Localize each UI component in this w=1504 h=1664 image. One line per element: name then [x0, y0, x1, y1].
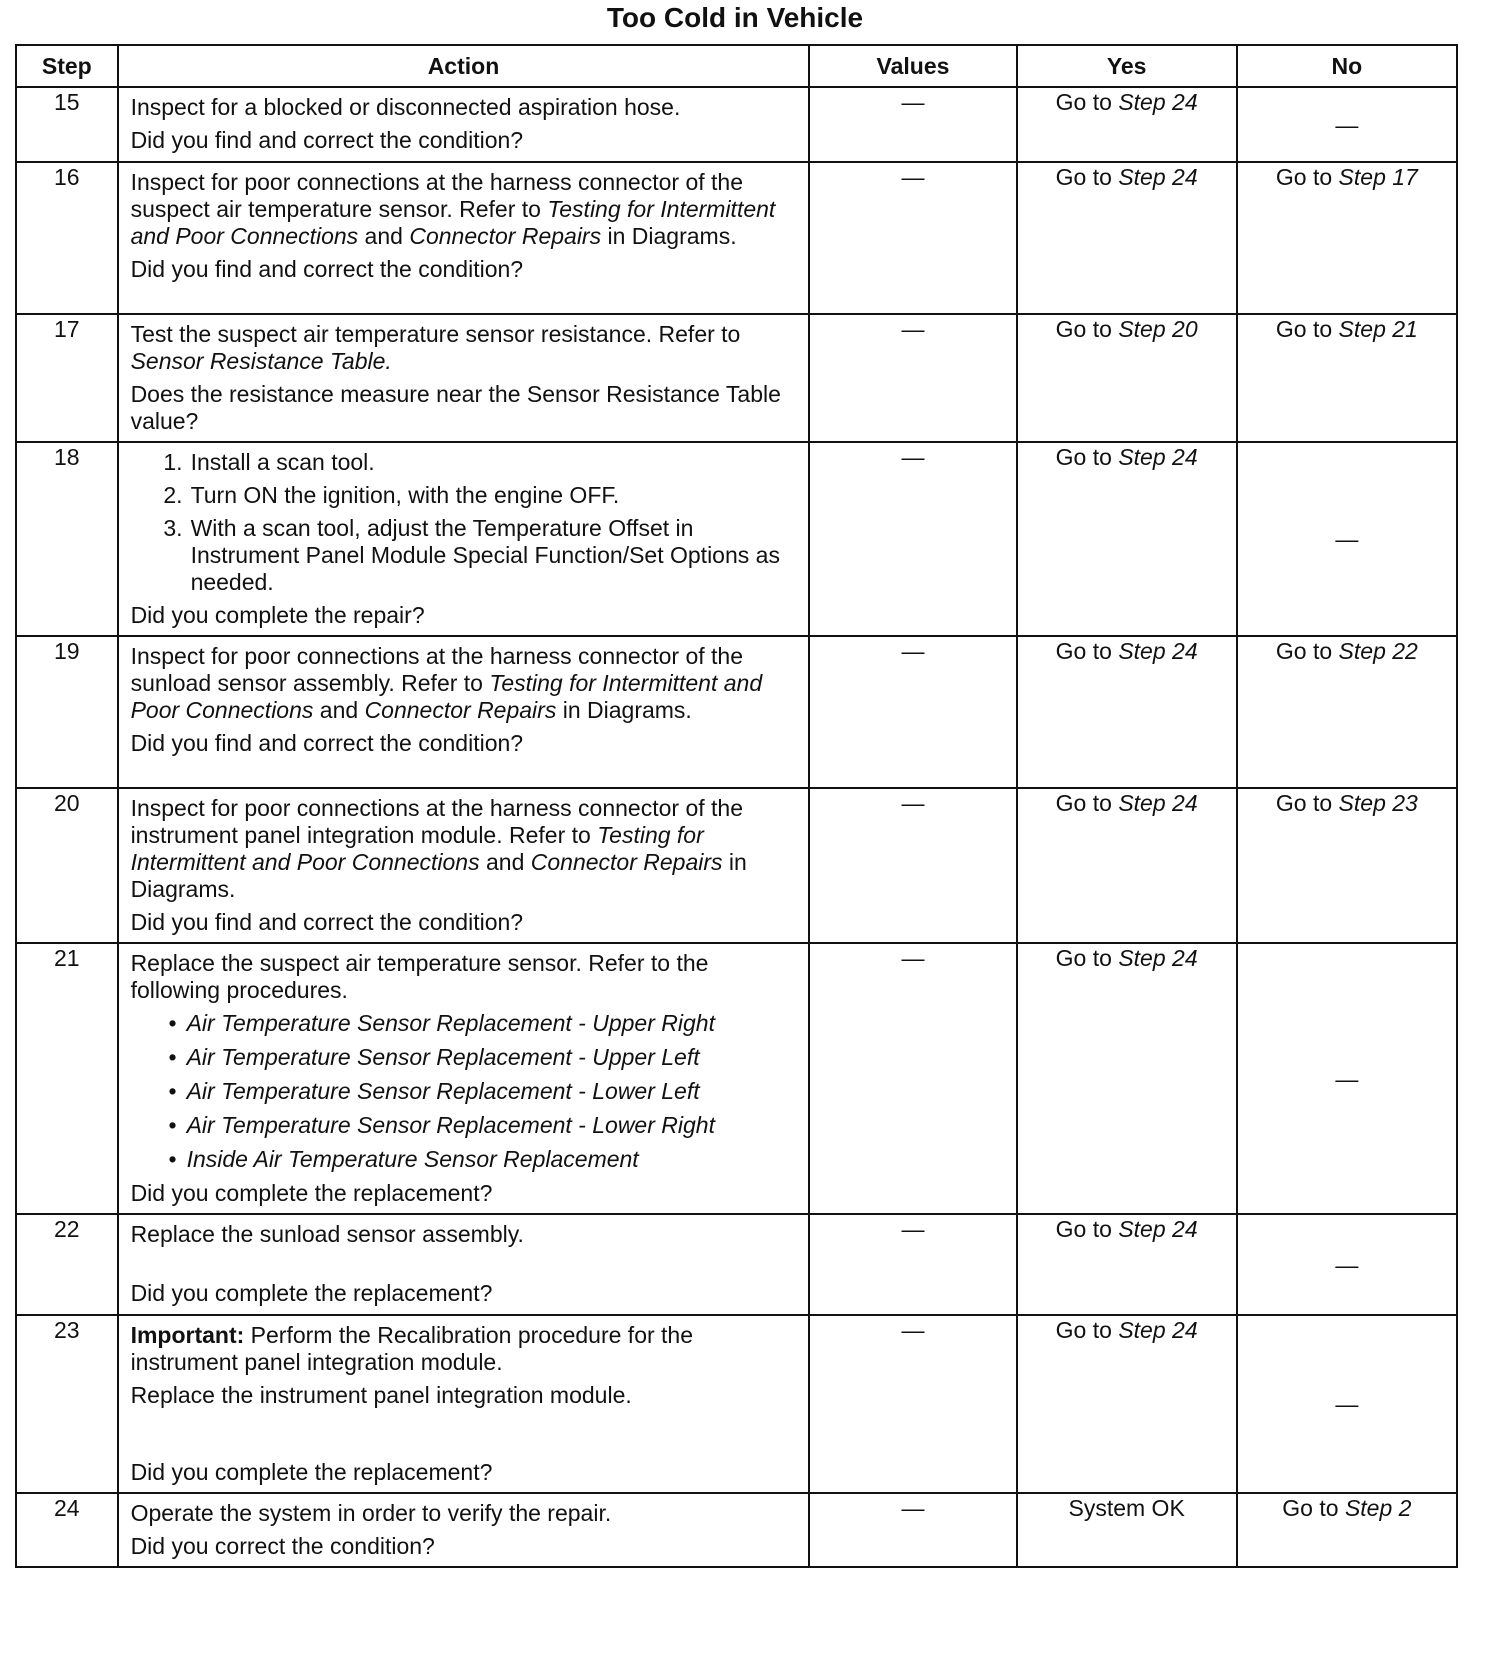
no-cell — [1237, 314, 1457, 442]
step-number: 21 — [16, 943, 118, 1214]
item-text: With a scan tool, adjust the Temperature Offset in Instrument Panel Module Special Function/Set Options as needed. — [190, 515, 780, 595]
header-values: Values — [809, 45, 1016, 87]
reference-link: Connector Repairs — [364, 697, 557, 723]
step-number: 22 — [16, 1214, 118, 1315]
target-step: 17 — [1392, 164, 1418, 190]
target-step: 24 — [1172, 1216, 1198, 1242]
table-row — [16, 636, 1457, 788]
table-row — [16, 162, 1457, 314]
header-yes: Yes — [1017, 45, 1237, 87]
step-word: Step — [1338, 638, 1386, 664]
bullet: • — [168, 1044, 177, 1070]
diagnostic-table — [15, 44, 1458, 1568]
list-item — [131, 1112, 799, 1139]
action-text-part: Inspect for poor connections at the harness connector of the instrument panel integration module. Refer to — [130, 795, 743, 848]
action-text — [131, 795, 799, 903]
procedure-list — [131, 1010, 799, 1173]
item-text: Install a scan tool. — [190, 449, 375, 475]
procedure-link: Air Temperature Sensor Replacement - Lower Left — [186, 1078, 700, 1104]
yes-cell — [1017, 788, 1237, 943]
goto-label: Go to — [1275, 638, 1333, 664]
step-word: Step — [1344, 1495, 1393, 1521]
target-step: 24 — [1172, 444, 1198, 470]
target-step: 24 — [1172, 89, 1198, 115]
goto-label: Go to — [1055, 316, 1112, 342]
yes-cell — [1017, 314, 1237, 442]
action-question: Did you complete the repair? — [130, 602, 425, 628]
list-item — [131, 449, 799, 476]
item-number: 3. — [163, 515, 183, 541]
action-text-part: in Diagrams. — [130, 849, 747, 902]
reference-link: Testing for Intermittent and Poor Connections — [130, 670, 763, 723]
procedure-link: Air Temperature Sensor Replacement - Lower Right — [186, 1112, 715, 1138]
table-row — [16, 1315, 1457, 1493]
yes-cell: System OK — [1017, 1493, 1237, 1567]
target-step: 24 — [1172, 164, 1198, 190]
header-step: Step — [16, 45, 118, 87]
goto-label: Go to — [1275, 790, 1333, 816]
no-cell: — — [1237, 1214, 1457, 1315]
yes-cell — [1017, 1315, 1237, 1493]
step-number: 17 — [16, 314, 118, 442]
step-word: Step — [1338, 316, 1386, 342]
action-text-part: in Diagrams. — [601, 223, 737, 249]
goto-label: Go to — [1055, 89, 1112, 115]
list-item — [131, 482, 799, 509]
table-row — [16, 442, 1457, 636]
action-cell — [118, 162, 810, 314]
values-cell: — — [809, 943, 1016, 1214]
values-cell: — — [809, 162, 1016, 314]
target-step: 20 — [1172, 316, 1198, 342]
action-question: Did you complete the replacement? — [130, 1280, 493, 1306]
bullet: • — [168, 1078, 177, 1104]
action-question: Did you correct the condition? — [130, 1533, 435, 1559]
table-row — [16, 87, 1457, 162]
values-cell: — — [809, 788, 1016, 943]
step-number: 20 — [16, 788, 118, 943]
item-number: 2. — [163, 482, 183, 508]
target-step: 24 — [1172, 638, 1198, 664]
values-cell: — — [809, 87, 1016, 162]
action-text: Replace the suspect air temperature sensor. Refer to the following procedures. — [130, 950, 709, 1003]
action-cell — [118, 1493, 810, 1567]
table-row — [16, 1493, 1457, 1567]
step-word: Step — [1118, 638, 1166, 664]
no-cell: — — [1237, 943, 1457, 1214]
list-item — [131, 1146, 799, 1173]
action-text — [131, 169, 799, 250]
action-question: Did you find and correct the condition? — [130, 256, 524, 282]
table-row — [16, 1214, 1457, 1315]
item-text: Turn ON the ignition, with the engine OFF. — [190, 482, 620, 508]
numbered-list — [131, 449, 799, 596]
goto-label: Go to — [1055, 945, 1112, 971]
action-question: Did you complete the replacement? — [130, 1180, 493, 1206]
reference-link: Testing for Intermittent and Poor Connections — [130, 822, 704, 875]
bullet: • — [168, 1010, 177, 1036]
reference-link: Connector Repairs — [409, 223, 602, 249]
step-number: 19 — [16, 636, 118, 788]
action-text-part: Inspect for poor connections at the harness connector of the suspect air temperature sensor. Refer to — [130, 169, 743, 222]
step-word: Step — [1118, 1216, 1166, 1242]
step-number: 16 — [16, 162, 118, 314]
step-word: Step — [1338, 790, 1386, 816]
item-number: 1. — [163, 449, 183, 475]
goto-label: Go to — [1275, 316, 1333, 342]
action-cell — [118, 314, 810, 442]
target-step: 23 — [1392, 790, 1418, 816]
action-text: Operate the system in order to verify the repair. — [130, 1500, 612, 1526]
target-step: 24 — [1172, 790, 1198, 816]
action-text-part: in Diagrams. — [556, 697, 692, 723]
procedure-link: Inside Air Temperature Sensor Replacement — [186, 1146, 639, 1172]
action-cell — [118, 442, 810, 636]
no-cell — [1237, 162, 1457, 314]
no-cell — [1237, 636, 1457, 788]
procedure-link: Air Temperature Sensor Replacement - Upper Right — [186, 1010, 715, 1036]
action-text-part: Inspect for poor connections at the harness connector of the sunload sensor assembly. Refer to — [130, 643, 743, 696]
target-step: 21 — [1392, 316, 1418, 342]
yes-cell — [1017, 442, 1237, 636]
action-cell — [118, 1214, 810, 1315]
goto-label: Go to — [1055, 790, 1112, 816]
step-word: Step — [1118, 444, 1166, 470]
no-cell: — — [1237, 87, 1457, 162]
action-cell — [118, 943, 810, 1214]
procedure-link: Air Temperature Sensor Replacement - Upper Left — [186, 1044, 700, 1070]
values-cell: — — [809, 442, 1016, 636]
goto-label: Go to — [1275, 164, 1333, 190]
header-row — [16, 45, 1457, 87]
action-text-part: and — [313, 697, 365, 723]
action-text — [131, 321, 799, 375]
step-word: Step — [1118, 945, 1166, 971]
action-text-part: Test the suspect air temperature sensor resistance. Refer to — [130, 321, 741, 347]
action-question: Did you find and correct the condition? — [130, 730, 524, 756]
action-text: Replace the sunload sensor assembly. — [130, 1221, 524, 1247]
list-item — [131, 1078, 799, 1105]
action-text-part: and — [479, 849, 531, 875]
action-cell — [118, 788, 810, 943]
step-word: Step — [1118, 89, 1166, 115]
step-word: Step — [1118, 164, 1166, 190]
list-item — [131, 1010, 799, 1037]
list-item — [131, 515, 799, 596]
step-word: Step — [1338, 164, 1386, 190]
page-title: Too Cold in Vehicle — [606, 2, 864, 33]
no-cell — [1237, 788, 1457, 943]
action-cell — [118, 1315, 810, 1493]
action-text: Replace the instrument panel integration module. — [130, 1382, 632, 1408]
action-question: Did you complete the replacement? — [130, 1459, 493, 1485]
yes-cell — [1017, 87, 1237, 162]
no-cell: — — [1237, 442, 1457, 636]
yes-cell — [1017, 943, 1237, 1214]
values-cell: — — [809, 314, 1016, 442]
table-row — [16, 314, 1457, 442]
values-cell: — — [809, 1214, 1016, 1315]
bullet: • — [168, 1112, 177, 1138]
goto-label: Go to — [1055, 1317, 1112, 1343]
action-text-part: and — [358, 223, 410, 249]
no-cell — [1237, 1493, 1457, 1567]
table-row — [16, 943, 1457, 1214]
reference-link: Sensor Resistance Table. — [130, 348, 392, 374]
yes-cell — [1017, 162, 1237, 314]
header-no: No — [1237, 45, 1457, 87]
bullet: • — [168, 1146, 177, 1172]
important-label: Important: — [130, 1322, 245, 1348]
action-text — [131, 643, 799, 724]
header-action: Action — [118, 45, 810, 87]
yes-cell — [1017, 636, 1237, 788]
goto-label: Go to — [1055, 444, 1112, 470]
step-number: 23 — [16, 1315, 118, 1493]
values-cell: — — [809, 636, 1016, 788]
target-step: 2 — [1398, 1495, 1412, 1521]
step-number: 15 — [16, 87, 118, 162]
step-word: Step — [1118, 790, 1166, 816]
step-word: Step — [1118, 316, 1166, 342]
important-text: Perform the Recalibration procedure for the instrument panel integration module. — [130, 1322, 694, 1375]
step-number: 18 — [16, 442, 118, 636]
action-text: Inspect for a blocked or disconnected aspiration hose. — [130, 94, 681, 120]
values-cell: — — [809, 1493, 1016, 1567]
goto-label: Go to — [1055, 638, 1112, 664]
list-item — [131, 1044, 799, 1071]
action-question: Did you find and correct the condition? — [130, 127, 524, 153]
target-step: 22 — [1392, 638, 1418, 664]
reference-link: Testing for Intermittent and Poor Connections — [130, 196, 776, 249]
action-question: Does the resistance measure near the Sensor Resistance Table value? — [130, 381, 781, 434]
reference-link: Connector Repairs — [530, 849, 723, 875]
goto-label: Go to — [1055, 164, 1112, 190]
goto-label: Go to — [1282, 1495, 1339, 1521]
action-cell — [118, 636, 810, 788]
action-question: Did you find and correct the condition? — [130, 909, 524, 935]
target-step: 24 — [1172, 1317, 1198, 1343]
yes-cell — [1017, 1214, 1237, 1315]
table-row — [16, 788, 1457, 943]
important-note — [131, 1322, 799, 1376]
values-cell: — — [809, 1315, 1016, 1493]
no-cell: — — [1237, 1315, 1457, 1493]
action-cell — [118, 87, 810, 162]
target-step: 24 — [1172, 945, 1198, 971]
step-word: Step — [1118, 1317, 1166, 1343]
goto-label: Go to — [1055, 1216, 1112, 1242]
step-number: 24 — [16, 1493, 118, 1567]
